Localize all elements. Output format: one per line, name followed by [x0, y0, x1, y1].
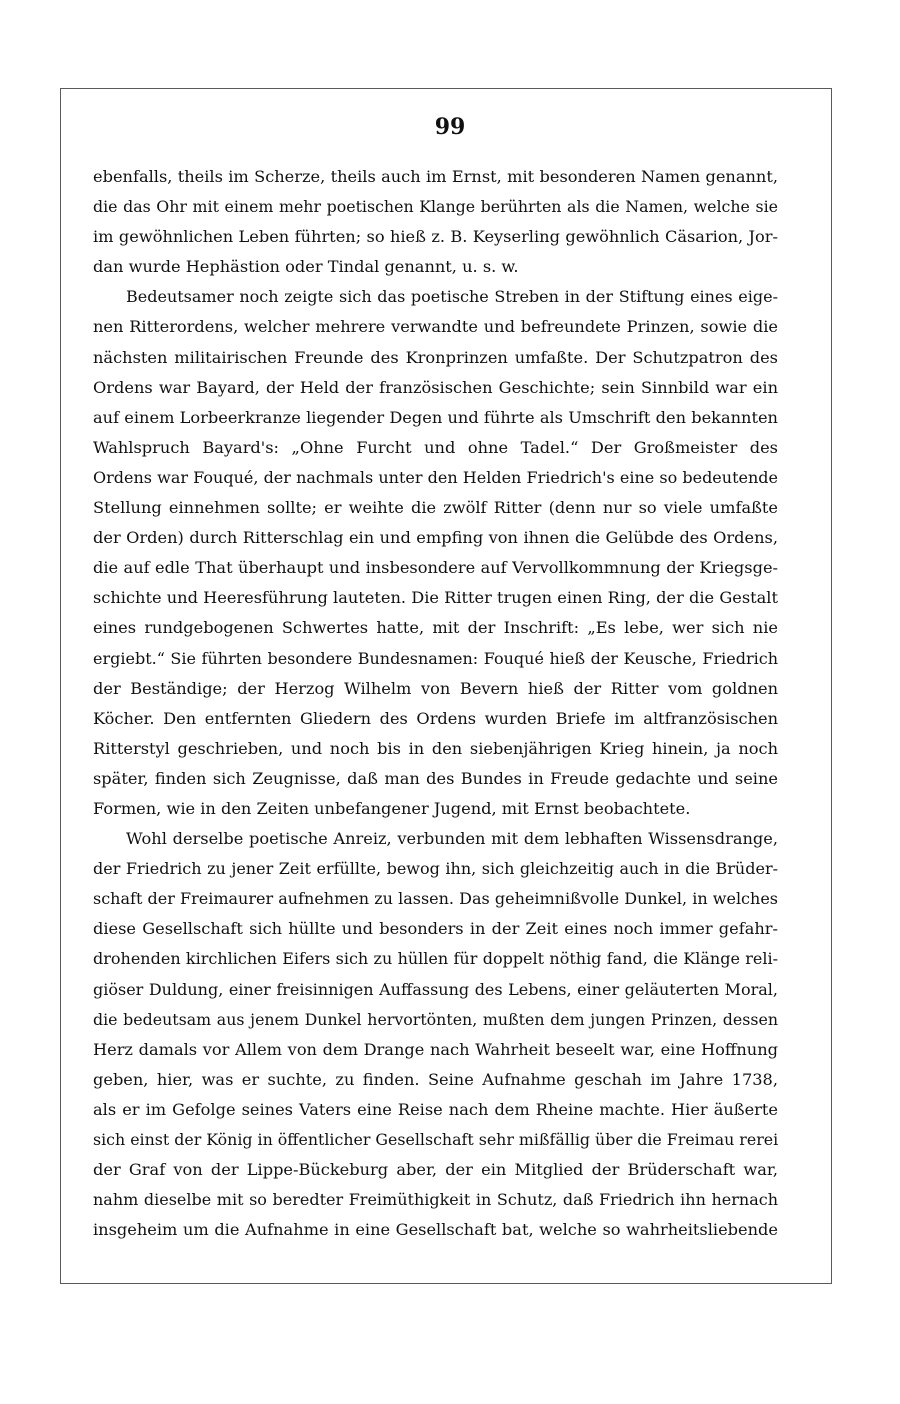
text-line: Ordens war Fouqué, der nachmals unter den Helden Friedrich's eine so bedeutende	[93, 467, 778, 487]
page-number: 99	[434, 114, 466, 140]
text-line: nen Ritterordens, welcher mehrere verwandte und befreundete Prinzen, sowie die	[93, 317, 778, 337]
text-line: nächsten militairischen Freunde des Kronprinzen umfaßte. Der Schutzpatron des	[93, 347, 778, 367]
text-line: nahm dieselbe mit so beredter Freimüthigkeit in Schutz, daß Friedrich ihn hernach	[93, 1190, 778, 1210]
text-line: der Graf von der Lippe-Bückeburg aber, der ein Mitglied der Brüderschaft war,	[93, 1160, 778, 1180]
text-line: sich einst der König in öffentlicher Gesellschaft sehr mißfällig über die Freimau rerei	[93, 1130, 779, 1149]
text-line: im gewöhnlichen Leben führten; so hieß z. B. Keyserling gewöhnlich Cäsarion, Jor-	[93, 227, 778, 247]
text-line: eines rundgebogenen Schwertes hatte, mit der Inschrift: „Es lebe, wer sich nie	[93, 618, 778, 638]
text-line: Bedeutsamer noch zeigte sich das poetische Streben in der Stiftung eines eige-	[126, 287, 778, 307]
text-line: Ritterstyl geschrieben, und noch bis in den siebenjährigen Krieg hinein, ja noch	[93, 738, 778, 758]
text-line: später, finden sich Zeugnisse, daß man des Bundes in Freude gedachte und seine	[93, 768, 778, 788]
text-line: drohenden kirchlichen Eifers sich zu hüllen für doppelt nöthig fand, die Klänge reli-	[93, 949, 778, 969]
text-line: die das Ohr mit einem mehr poetischen Klange berührten als die Namen, welche sie	[93, 197, 778, 217]
text-line: Wohl derselbe poetische Anreiz, verbunden mit dem lebhaften Wissensdrange,	[126, 829, 778, 849]
text-line: schaft der Freimaurer aufnehmen zu lassen. Das geheimnißvolle Dunkel, in welches	[93, 889, 778, 909]
text-line: die bedeutsam aus jenem Dunkel hervortönten, mußten dem jungen Prinzen, dessen	[93, 1009, 778, 1029]
text-line: die auf edle That überhaupt und insbesondere auf Vervollkommnung der Kriegsge-	[93, 558, 778, 578]
text-line: ergiebt.“ Sie führten besondere Bundesnamen: Fouqué hieß der Keusche, Friedrich	[93, 648, 778, 668]
text-line: diese Gesellschaft sich hüllte und besonders in der Zeit eines noch immer gefahr-	[93, 919, 778, 939]
text-line: Ordens war Bayard, der Held der französischen Geschichte; sein Sinnbild war ein	[93, 377, 778, 397]
text-line: auf einem Lorbeerkranze liegender Degen und führte als Umschrift den bekannten	[93, 407, 778, 427]
text-line: Stellung einnehmen sollte; er weihte die zwölf Ritter (denn nur so viele umfaßte	[93, 498, 778, 518]
text-line: der Beständige; der Herzog Wilhelm von Bevern hieß der Ritter vom goldnen	[93, 678, 778, 698]
text-line: Köcher. Den entfernten Gliedern des Ordens wurden Briefe im altfranzösischen	[93, 708, 778, 728]
text-line: der Friedrich zu jener Zeit erfüllte, bewog ihn, sich gleichzeitig auch in die Brüder-	[93, 859, 778, 879]
text-line: schichte und Heeresführung lauteten. Die Ritter trugen einen Ring, der die Gestalt	[93, 588, 778, 608]
text-line: Herz damals vor Allem von dem Drange nach Wahrheit beseelt war, eine Hoffnung	[93, 1039, 778, 1059]
text-line: Formen, wie in den Zeiten unbefangener Jugend, mit Ernst beobachtete.	[93, 798, 691, 818]
text-line: geben, hier, was er suchte, zu finden. Seine Aufnahme geschah im Jahre 1738,	[93, 1069, 778, 1089]
text-line: insgeheim um die Aufnahme in eine Gesellschaft bat, welche so wahrheitsliebende	[93, 1220, 778, 1240]
body-text	[93, 162, 778, 1245]
text-line: giöser Duldung, einer freisinnigen Auffassung des Lebens, einer geläuterten Moral,	[93, 979, 778, 999]
text-line: ebenfalls, theils im Scherze, theils auch im Ernst, mit besonderen Namen genannt,	[93, 167, 778, 186]
text-line: dan wurde Hephästion oder Tindal genannt, u. s. w.	[93, 257, 519, 277]
text-line: Wahlspruch Bayard's: „Ohne Furcht und ohne Tadel.“ Der Großmeister des	[93, 437, 778, 457]
text-line: als er im Gefolge seines Vaters eine Reise nach dem Rheine machte. Hier äußerte	[93, 1099, 778, 1119]
text-line: der Orden) durch Ritterschlag ein und empfing von ihnen die Gelübde des Ordens,	[93, 528, 778, 548]
